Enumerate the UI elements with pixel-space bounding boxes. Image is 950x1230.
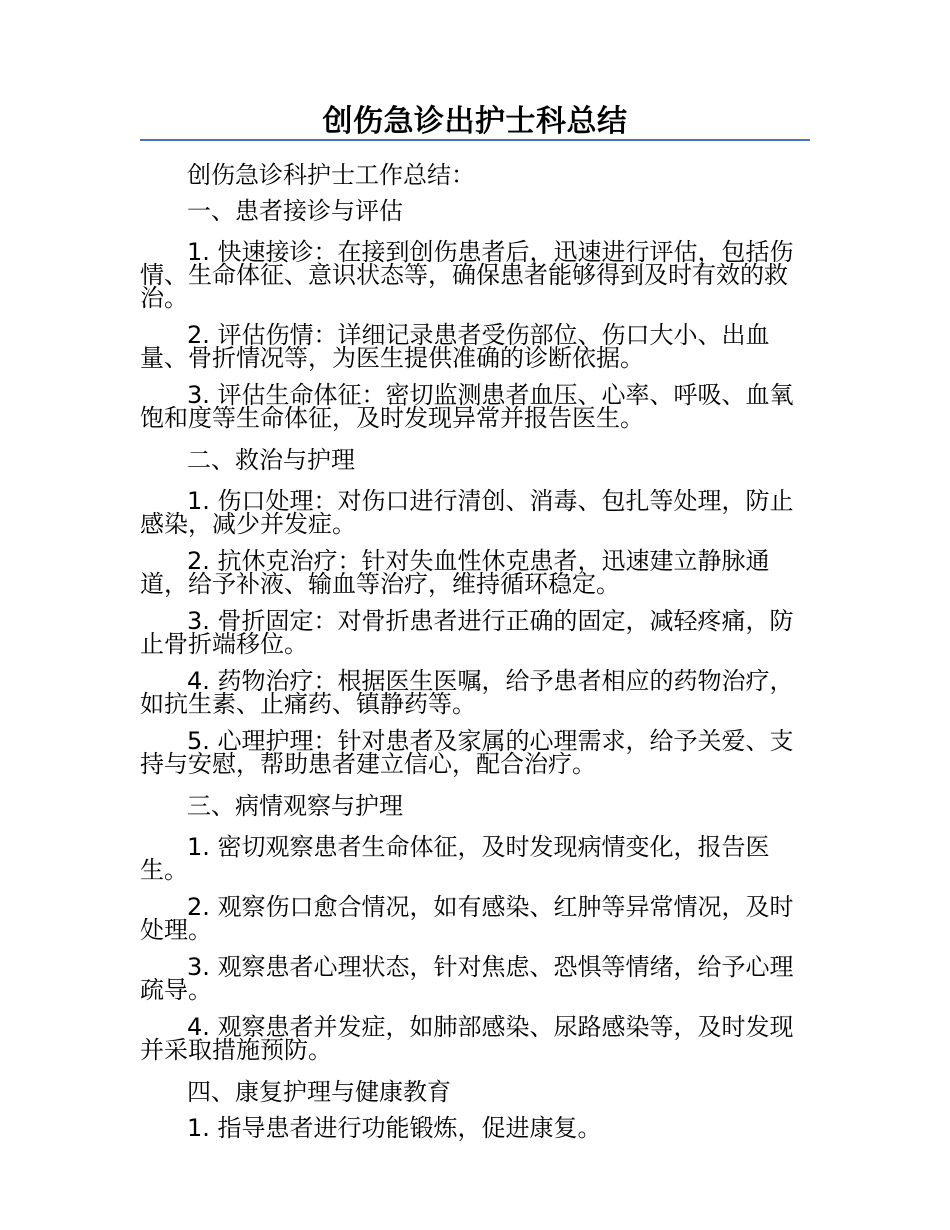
section-1-item-1: 1. 快速接诊：在接到创伤患者后，迅速进行评估，包括伤情、生命体征、意识状态等，确保患者能够得到及时有效的救治。	[140, 238, 794, 312]
document-title: 创伤急诊出护士科总结	[322, 104, 628, 139]
section-heading-3: 三、病情观察与护理	[187, 792, 403, 820]
section-heading-4: 四、康复护理与健康教育	[187, 1078, 451, 1106]
section-1-item-2: 2. 评估伤情：详细记录患者受伤部位、伤口大小、出血量、骨折情况等，为医生提供准确的诊断依据。	[140, 321, 770, 372]
section-1-item-3: 3. 评估生命体征：密切监测患者血压、心率、呼吸、血氧饱和度等生命体征，及时发现异常并报告医生。	[140, 381, 794, 432]
section-4-item-1: 1. 指导患者进行功能锻炼，促进康复。	[187, 1114, 602, 1142]
intro-line: 创伤急诊科护士工作总结：	[187, 161, 475, 189]
section-2-item-1: 1. 伤口处理：对伤口进行清创、消毒、包扎等处理，防止感染，减少并发症。	[140, 487, 794, 538]
section-3-item-1: 1. 密切观察患者生命体征，及时发现病情变化，报告医生。	[140, 833, 770, 884]
section-3-item-3: 3. 观察患者心理状态，针对焦虑、恐惧等情绪，给予心理疏导。	[140, 953, 794, 1004]
section-2-item-5: 5. 心理护理：针对患者及家属的心理需求，给予关爱、支持与安慰，帮助患者建立信心，配合治疗。	[140, 727, 794, 778]
document-body	[140, 157, 810, 1146]
section-2-item-3: 3. 骨折固定：对骨折患者进行正确的固定，减轻疼痛，防止骨折端移位。	[140, 607, 794, 658]
section-2-item-2: 2. 抗休克治疗：针对失血性休克患者，迅速建立静脉通道，给予补液、输血等治疗，维持循环稳定。	[140, 547, 770, 598]
section-heading-1: 一、患者接诊与评估	[187, 197, 403, 225]
section-2-item-4: 4. 药物治疗：根据医生医嘱，给予患者相应的药物治疗，如抗生素、止痛药、镇静药等。	[140, 667, 794, 718]
section-3-item-4: 4. 观察患者并发症，如肺部感染、尿路感染等，及时发现并采取措施预防。	[140, 1013, 794, 1064]
section-3-item-2: 2. 观察伤口愈合情况，如有感染、红肿等异常情况，及时处理。	[140, 893, 794, 944]
section-heading-2: 二、救治与护理	[187, 446, 355, 474]
title-underline	[140, 139, 810, 141]
